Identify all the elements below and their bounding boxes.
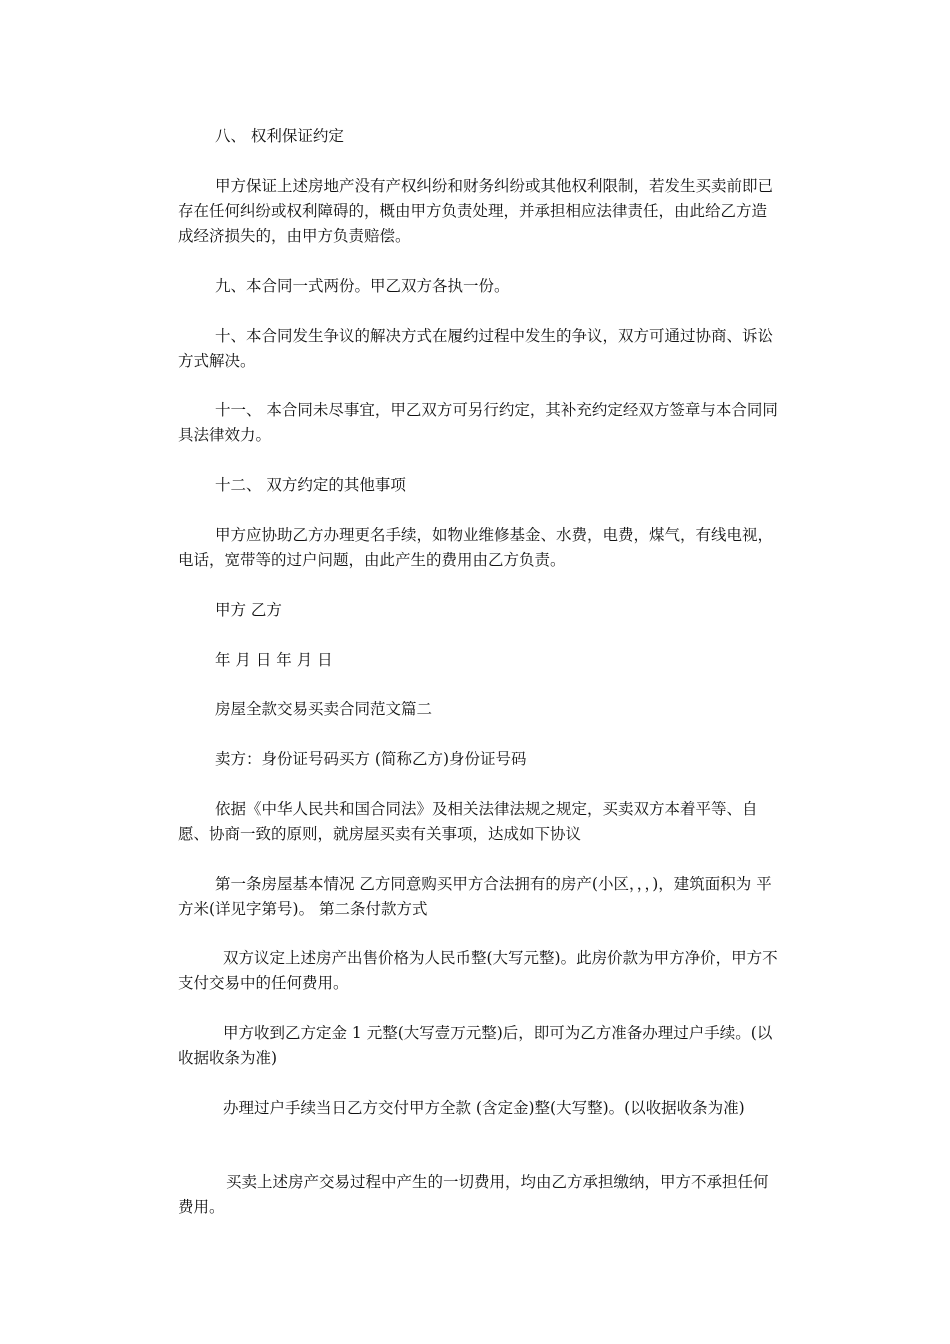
paragraph-copies: 九、本合同一式两份。甲乙双方各执一份。	[215, 277, 510, 295]
paragraph-price: 双方议定上述房产出售价格为人民币整(大写元整)。此房价款为甲方净价，甲方不支付交易中的任何费用。	[178, 949, 778, 992]
paragraph-transfer-assistance: 甲方应协助乙方办理更名手续，如物业维修基金、水费，电费，煤气，有线电视，电话，宽带等的过户问题，由此产生的费用由乙方负责。	[178, 526, 774, 569]
section-heading-rights-guarantee: 八、 权利保证约定	[215, 127, 344, 145]
paragraph-article-one: 第一条房屋基本情况 乙方同意购买甲方合法拥有的房产(小区，，，)，建筑面积为 平方米(详见字第号)。 第二条付款方式	[178, 875, 772, 918]
paragraph-fees: 买卖上述房产交易过程中产生的一切费用，均由乙方承担缴纳，甲方不承担任何费用。	[178, 1173, 769, 1216]
paragraph-supplement: 十一、 本合同未尽事宜，甲乙双方可另行约定，其补充约定经双方签章与本合同同具法律效力。	[178, 401, 778, 444]
paragraph-deposit: 甲方收到乙方定金 1 元整(大写壹万元整)后，即可为乙方准备办理过户手续。(以收据收条为准)	[178, 1024, 773, 1067]
paragraph-full-payment: 办理过户手续当日乙方交付甲方全款 (含定金)整(大写整)。(以收据收条为准)	[223, 1099, 745, 1117]
signature-dates: 年 月 日 年 月 日	[215, 651, 333, 669]
paragraph-legal-basis: 依据《中华人民共和国合同法》及相关法律法规之规定，买卖双方本着平等、自愿、协商一致的原则，就房屋买卖有关事项，达成如下协议	[178, 800, 758, 843]
paragraph-seller-buyer: 卖方：身份证号码买方 (简称乙方)身份证号码	[215, 750, 527, 768]
paragraph-rights-guarantee: 甲方保证上述房地产没有产权纠纷和财务纠纷或其他权利限制，若发生买卖前即已存在任何纠纷或权利障碍的，概由甲方负责处理，并承担相应法律责任，由此给乙方造成经济损失的，由甲方负责赔偿。	[178, 177, 774, 245]
signature-parties: 甲方 乙方	[215, 601, 282, 619]
section-heading-other-matters: 十二、 双方约定的其他事项	[215, 476, 406, 494]
paragraph-dispute: 十、本合同发生争议的解决方式在履约过程中发生的争议，双方可通过协商、诉讼方式解决。	[178, 327, 774, 370]
contract-title-part-two: 房屋全款交易买卖合同范文篇二	[215, 700, 433, 718]
